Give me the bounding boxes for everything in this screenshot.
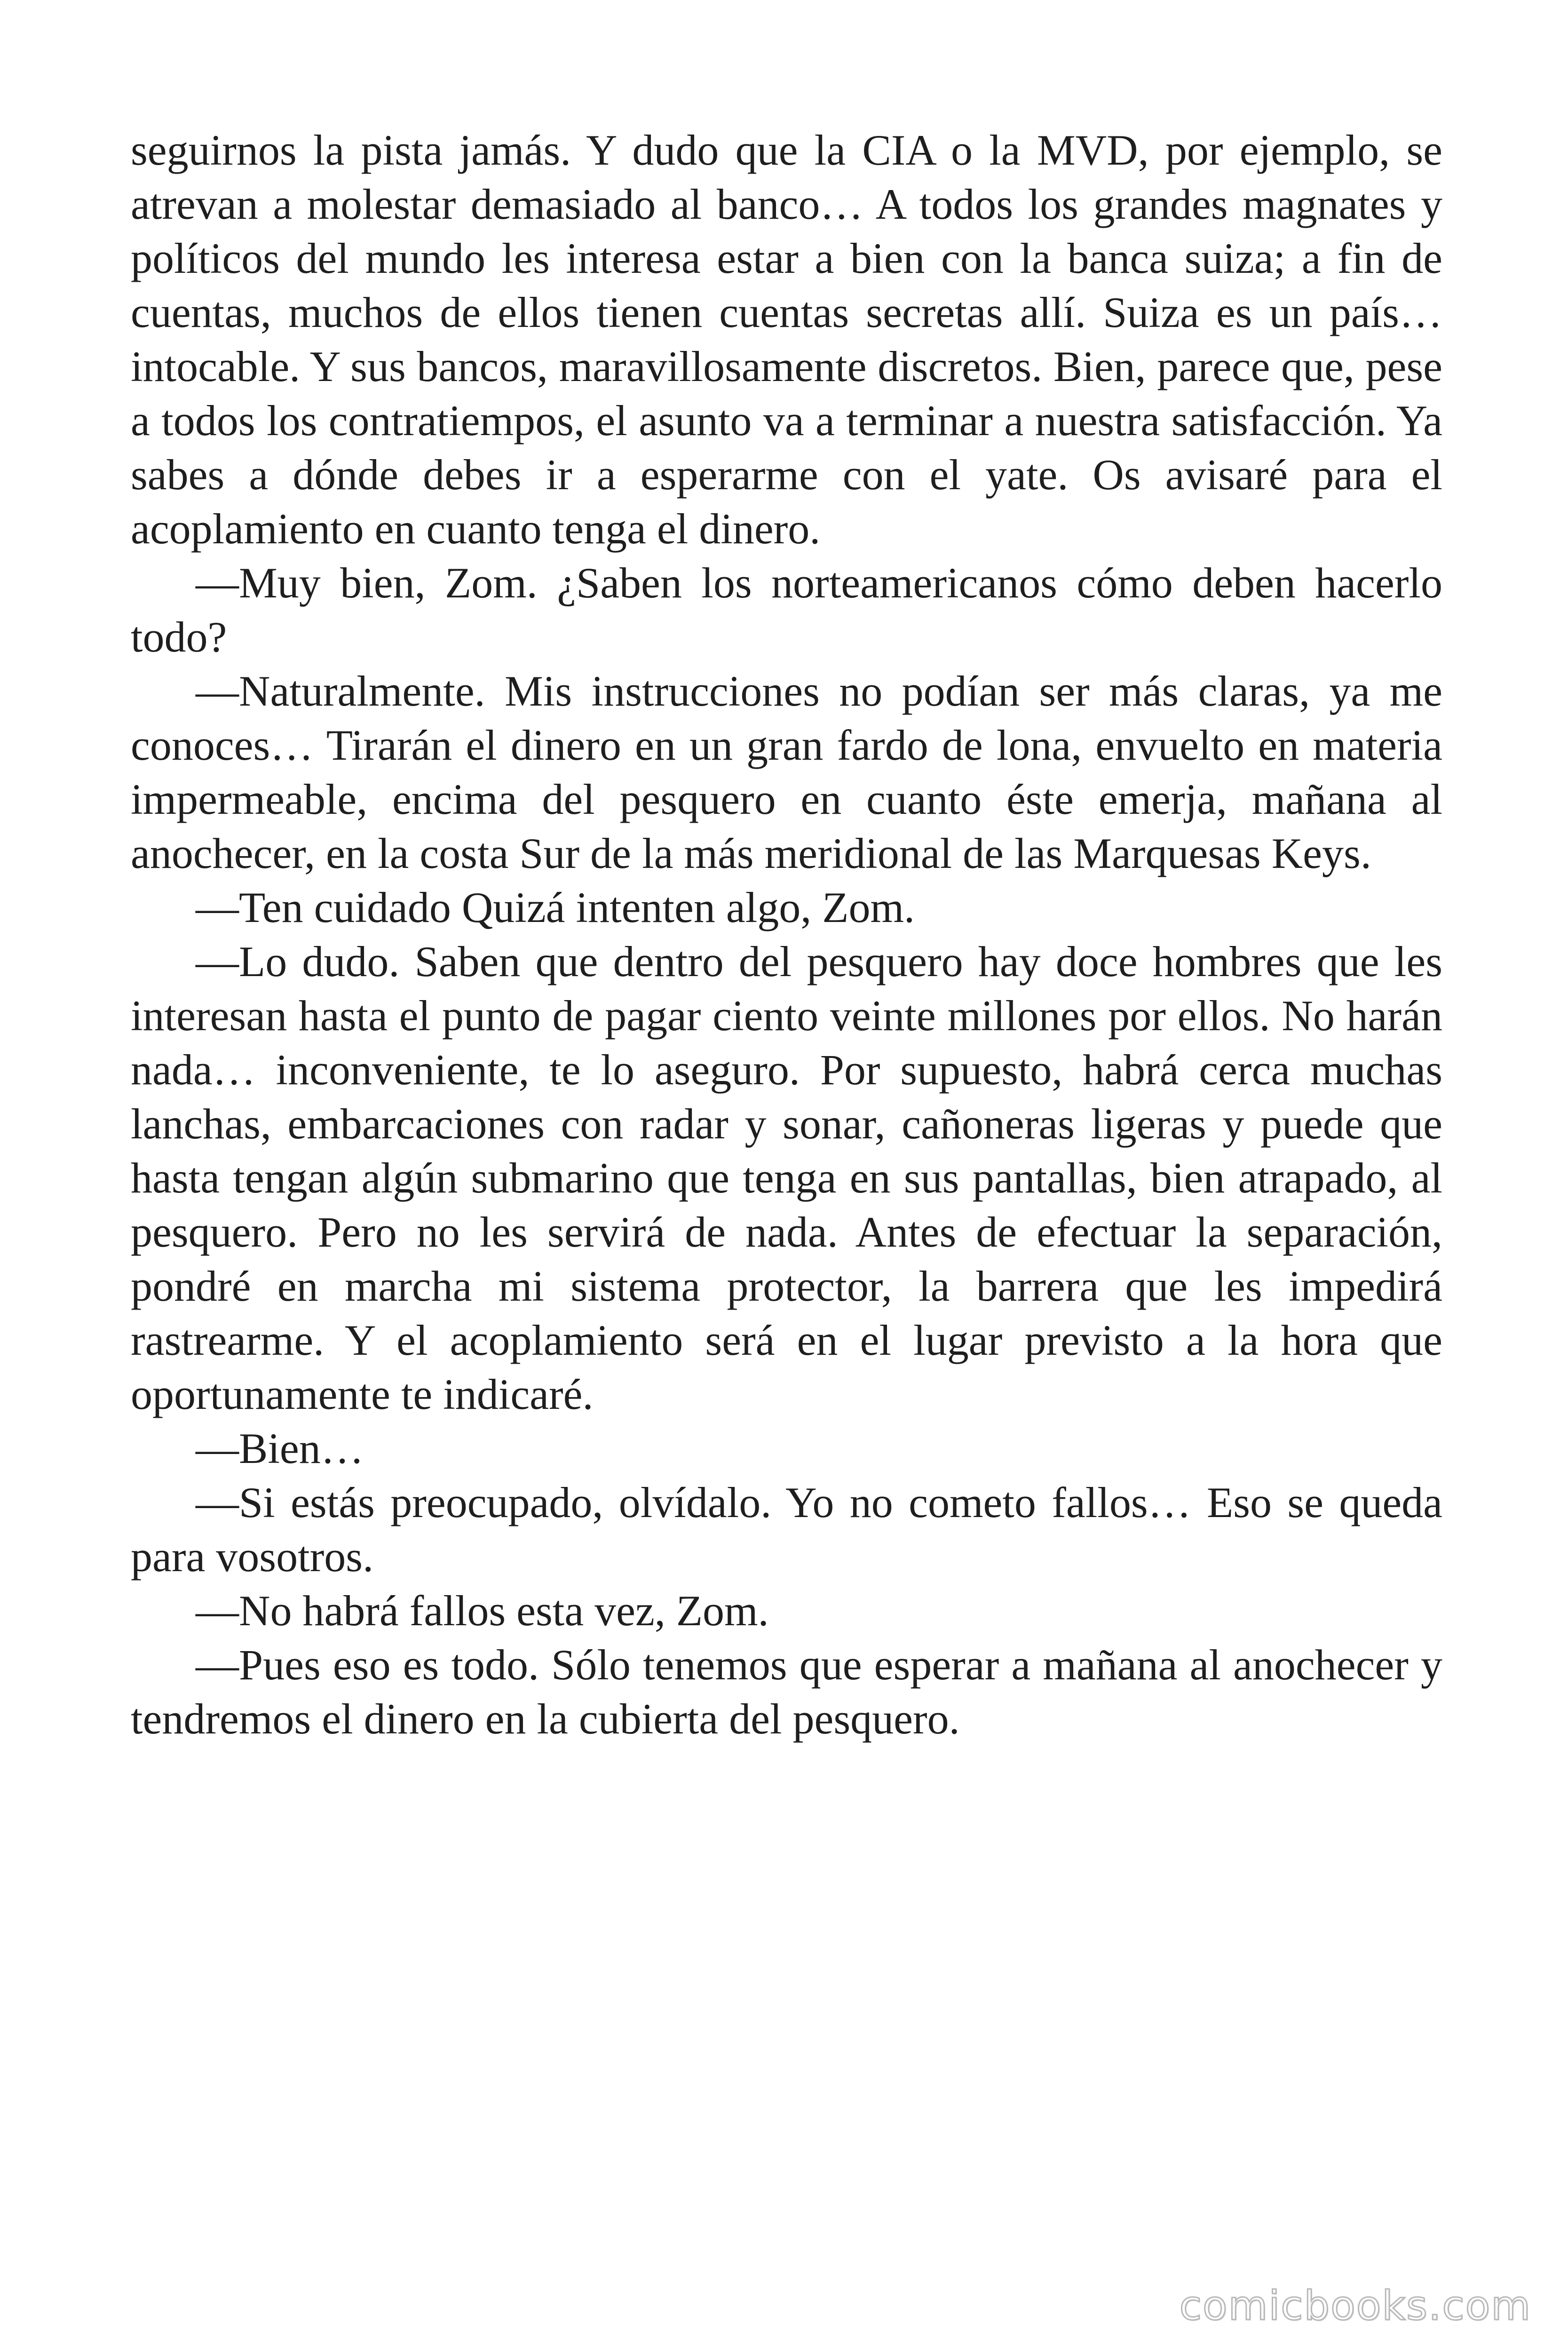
paragraph-2: —Muy bien, Zom. ¿Saben los norteamericanos cómo deben hacerlo todo? — [131, 559, 1442, 661]
watermark: comicbooks.com — [1179, 2282, 1531, 2329]
paragraph-5: —Lo dudo. Saben que dentro del pesquero hay doce hombres que les interesan hasta el punto de pagar ciento veinte millones por ellos. No harán nada… inconveniente, te lo aseguro. Por supuesto, habrá cerca muchas lanchas, embarcaciones con radar y sonar, cañoneras ligeras y puede que hasta tengan algún submarino que tenga en sus pantallas, bien atrapado, al pesquero. Pero no les servirá de nada. Antes de efectuar la separación, pondré en marcha mi sistema protector, la barrera que les impedirá rastrearme. Y el acoplamiento será en el lugar previsto a la hora que oportunamente te indicaré. — [131, 938, 1442, 1418]
paragraph-4: —Ten cuidado Quizá intenten algo, Zom. — [196, 883, 915, 931]
paragraph-3: —Naturalmente. Mis instrucciones no podían ser más claras, ya me conoces… Tirarán el dinero en un gran fardo de lona, envuelto en materia impermeable, encima del pesquero en cuanto éste emerja, mañana al anochecer, en la costa Sur de la más meridional de las Marquesas Keys. — [131, 667, 1442, 877]
paragraph-9: —Pues eso es todo. Sólo tenemos que esperar a mañana al anochecer y tendremos el dinero en la cubierta del pesquero. — [131, 1641, 1442, 1743]
paragraph-1: seguirnos la pista jamás. Y dudo que la CIA o la MVD, por ejemplo, se atrevan a molestar demasiado al banco… A todos los grandes magnates y políticos del mundo les interesa estar a bien con la banca suiza; a fin de cuentas, muchos de ellos tienen cuentas secretas allí. Suiza es un país… intocable. Y sus bancos, maravillosamente discretos. Bien, parece que, pese a todos los contratiempos, el asunto va a terminar a nuestra satisfacción. Ya sabes a dónde debes ir a esperarme con el yate. Os avisaré para el acoplamiento en cuanto tenga el dinero. — [131, 126, 1442, 553]
paragraph-8: —No habrá fallos esta vez, Zom. — [196, 1587, 769, 1635]
paragraph-7: —Si estás preocupado, olvídalo. Yo no cometo fallos… Eso se queda para vosotros. — [131, 1478, 1442, 1581]
page-body — [131, 123, 1442, 1746]
paragraph-6: —Bien… — [196, 1424, 364, 1472]
